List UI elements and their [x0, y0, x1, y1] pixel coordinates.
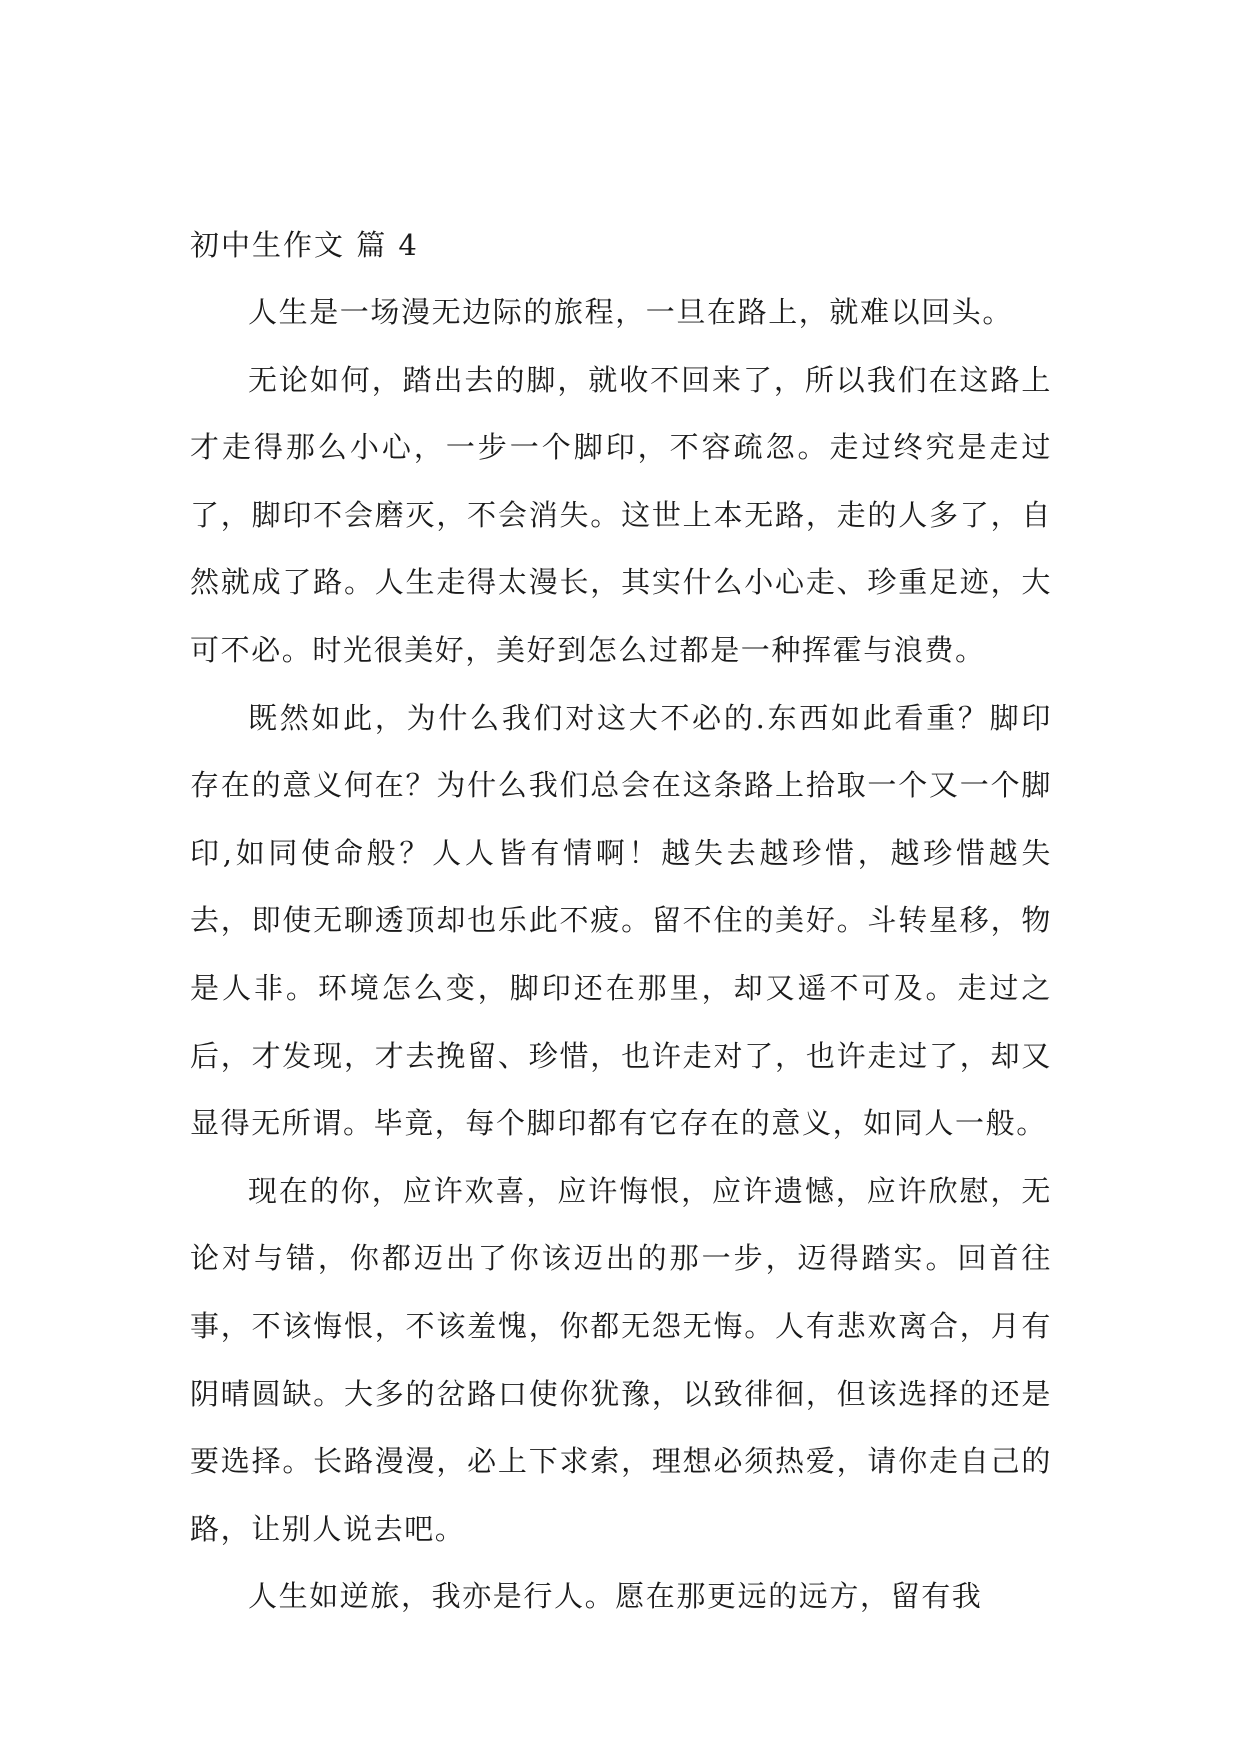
- paragraph-1: 人生是一场漫无边际的旅程，一旦在路上，就难以回头。: [248, 295, 1014, 329]
- essay-title: 初中生作文 篇 4: [190, 228, 419, 262]
- paragraph-2: 无论如何，踏出去的脚，就收不回来了，所以我们在这路上才走得那么小心，一步一个脚印，不容疏忽。走过终究是走过了，脚印不会磨灭，不会消失。这世上本无路，走的人多了，自然就成了路。人生走得太漫长，其实什么小心走、珍重足迹，大可不必。时光很美好，美好到怎么过都是一种挥霍与浪费。: [190, 362, 1052, 667]
- paragraph-3: 既然如此，为什么我们对这大不必的.东西如此看重？脚印存在的意义何在？为什么我们总会在这条路上拾取一个又一个脚印,如同使命般？人人皆有情啊！越失去越珍惜，越珍惜越失去，即使无聊透顶却也乐此不疲。留不住的美好。斗转星移，物是人非。环境怎么变，脚印还在那里，却又遥不可及。走过之后，才发现，才去挽留、珍惜，也许走对了，也许走过了，却又显得无所谓。毕竟，每个脚印都有它存在的意义，如同人一般。: [190, 700, 1052, 1141]
- essay-body: [190, 279, 1052, 1631]
- paragraph-5: 人生如逆旅，我亦是行人。愿在那更远的远方，留有我: [248, 1579, 983, 1614]
- paragraph-4: 现在的你，应许欢喜，应许悔恨，应许遗憾，应许欣慰，无论对与错，你都迈出了你该迈出的那一步，迈得踏实。回首往事，不该悔恨，不该羞愧，你都无怨无悔。人有悲欢离合，月有阴晴圆缺。大多的岔路口使你犹豫，以致徘徊，但该选择的还是要选择。长路漫漫，必上下求索，理想必须热爱，请你走自己的路，让别人说去吧。: [190, 1173, 1052, 1546]
